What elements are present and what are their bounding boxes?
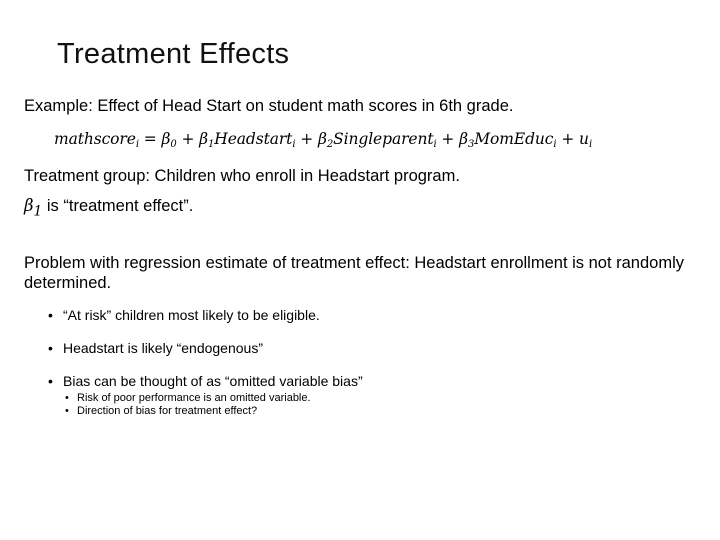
eq-index: i [433, 139, 437, 150]
bullet-list [46, 306, 704, 418]
list-item: • Headstart is likely “endogenous” [46, 339, 704, 357]
eq-momeduc: MomEduc [474, 130, 554, 148]
eq-index: i [553, 139, 557, 150]
list-item-label: Bias can be thought of as “omitted variable bias” [63, 373, 363, 390]
eq-headstart: Headstart [214, 130, 293, 148]
eq-plus: + [300, 130, 314, 148]
eq-index: i [135, 139, 139, 150]
effect-beta: β [24, 196, 34, 215]
eq-error: u [579, 130, 589, 148]
eq-singleparent: Singleparent [333, 130, 434, 148]
list-item [46, 372, 704, 418]
slide-title: Treatment Effects [57, 38, 290, 70]
regression-equation [54, 130, 704, 150]
eq-plus: + [181, 130, 195, 148]
eq-beta3-sub: 3 [468, 139, 475, 150]
effect-label: is “treatment effect”. [42, 197, 194, 215]
eq-beta2-sub: 2 [326, 139, 334, 150]
treatment-group-text: Treatment group: Children who enroll in Headstart program. [24, 167, 460, 185]
sub-list-item: • Direction of bias for treatment effect? [63, 405, 704, 418]
eq-index: i [588, 139, 593, 150]
eq-equals: = [143, 130, 157, 148]
slide-body [24, 96, 704, 418]
list-item: • “At risk” children most likely to be eligible. [46, 306, 704, 324]
eq-beta0: β [161, 130, 171, 148]
eq-beta1: β [199, 130, 209, 148]
eq-beta1-sub: 1 [208, 139, 215, 150]
eq-index: i [292, 139, 296, 150]
effect-beta-sub: 1 [33, 203, 43, 220]
eq-lhs: mathscore [54, 130, 136, 148]
eq-plus: + [561, 130, 575, 148]
example-text: Example: Effect of Head Start on student math scores in 6th grade. [24, 97, 514, 115]
problem-text: Problem with regression estimate of treatment effect: Headstart enrollment is not randomly determined. [24, 254, 684, 293]
sub-bullet-list [63, 392, 704, 418]
eq-beta2: β [317, 130, 327, 148]
eq-beta0-sub: 0 [170, 139, 177, 150]
sub-list-item: • Risk of poor performance is an omitted variable. [63, 392, 704, 405]
eq-plus: + [441, 130, 455, 148]
treatment-effect-text [24, 196, 704, 221]
eq-beta3: β [459, 130, 469, 148]
